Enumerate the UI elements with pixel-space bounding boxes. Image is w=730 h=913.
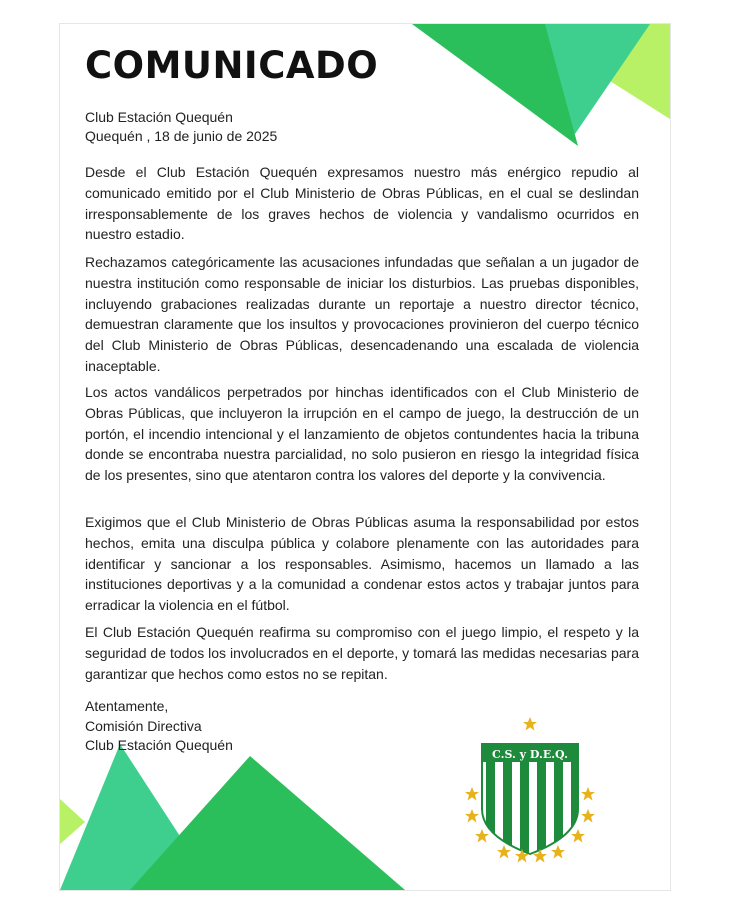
crest-star: [551, 845, 565, 859]
paragraph-2: Rechazamos categóricamente las acusaciones infundadas que señalan a un jugador de nuestra institución como responsable de iniciar los disturbios. Las pruebas disponibles, incluyendo grabaciones realizadas durante un reportaje a nuestro director técnico, demuestran claramente que los insultos y provocaciones provinieron del cuerpo técnico del Club Ministerio de Obras Públicas, desencadenando una escalada de violencia inaceptable.: [85, 254, 639, 374]
closing-organization: Club Estación Quequén: [85, 737, 233, 753]
top-right-decoration: [400, 24, 670, 174]
paragraph-4: Exigimos que el Club Ministerio de Obras Públicas asuma la responsabilidad por estos hechos, emita una disculpa pública y colabore plenamente con las autoridades para identificar y sancionar a los responsables. Asimismo, hacemos un llamado a las instituciones deportivas y a la comunidad a condenar estos actos y trabajar juntos para erradicar la violencia en el fútbol.: [85, 514, 639, 614]
bottom-left-decoration: [60, 744, 420, 890]
location-date: Quequén , 18 de junio de 2025: [85, 128, 278, 144]
closing-signatory: Comisión Directiva: [85, 717, 202, 734]
crest-star: [581, 787, 595, 801]
crest-star: [571, 829, 585, 843]
paragraph-5: El Club Estación Quequén reafirma su compromiso con el juego limpio, el respeto y la seguridad de todos los involucrados en el deporte, y tomará las medidas necesarias para garantizar que hechos como estos no se repitan.: [85, 624, 639, 682]
crest-star: [465, 809, 479, 823]
document-page: [60, 24, 670, 890]
crest-star-top: [523, 717, 537, 731]
crest-star: [497, 845, 511, 859]
closing-block: [85, 697, 233, 756]
crest-shield: [482, 744, 580, 862]
crest-text: C.S. y D.E.Q.: [492, 748, 568, 761]
crest-star: [475, 829, 489, 843]
paragraph-3: Los actos vandálicos perpetrados por hinchas identificados con el Club Ministerio de Obras Públicas, que incluyeron la irrupción en el campo de juego, la destrucción de un portón, el incendio intencional y el lanzamiento de objetos contundentes hacia la tribuna donde se encontraba nuestra parcialidad, no solo pusieron en riesgo la integridad física de los presentes, sino que atentaron contra los valores del deporte y la convivencia.: [85, 384, 639, 484]
deco-triangle-light: [60, 799, 85, 844]
crest-star: [581, 809, 595, 823]
club-name: Club Estación Quequén: [85, 109, 233, 125]
letter-header: [85, 108, 277, 146]
paragraph-1: Desde el Club Estación Quequén expresamos nuestro más enérgico repudio al comunicado emitido por el Club Ministerio de Obras Públicas, en el cual se deslindan irresponsablemente de los graves hechos de violencia y vandalismo ocurridos en nuestro estadio.: [85, 164, 639, 243]
document-title: COMUNICADO: [85, 44, 379, 87]
crest-star: [465, 787, 479, 801]
closing-salutation: Atentamente,: [85, 698, 169, 714]
club-crest-icon: [460, 714, 600, 864]
